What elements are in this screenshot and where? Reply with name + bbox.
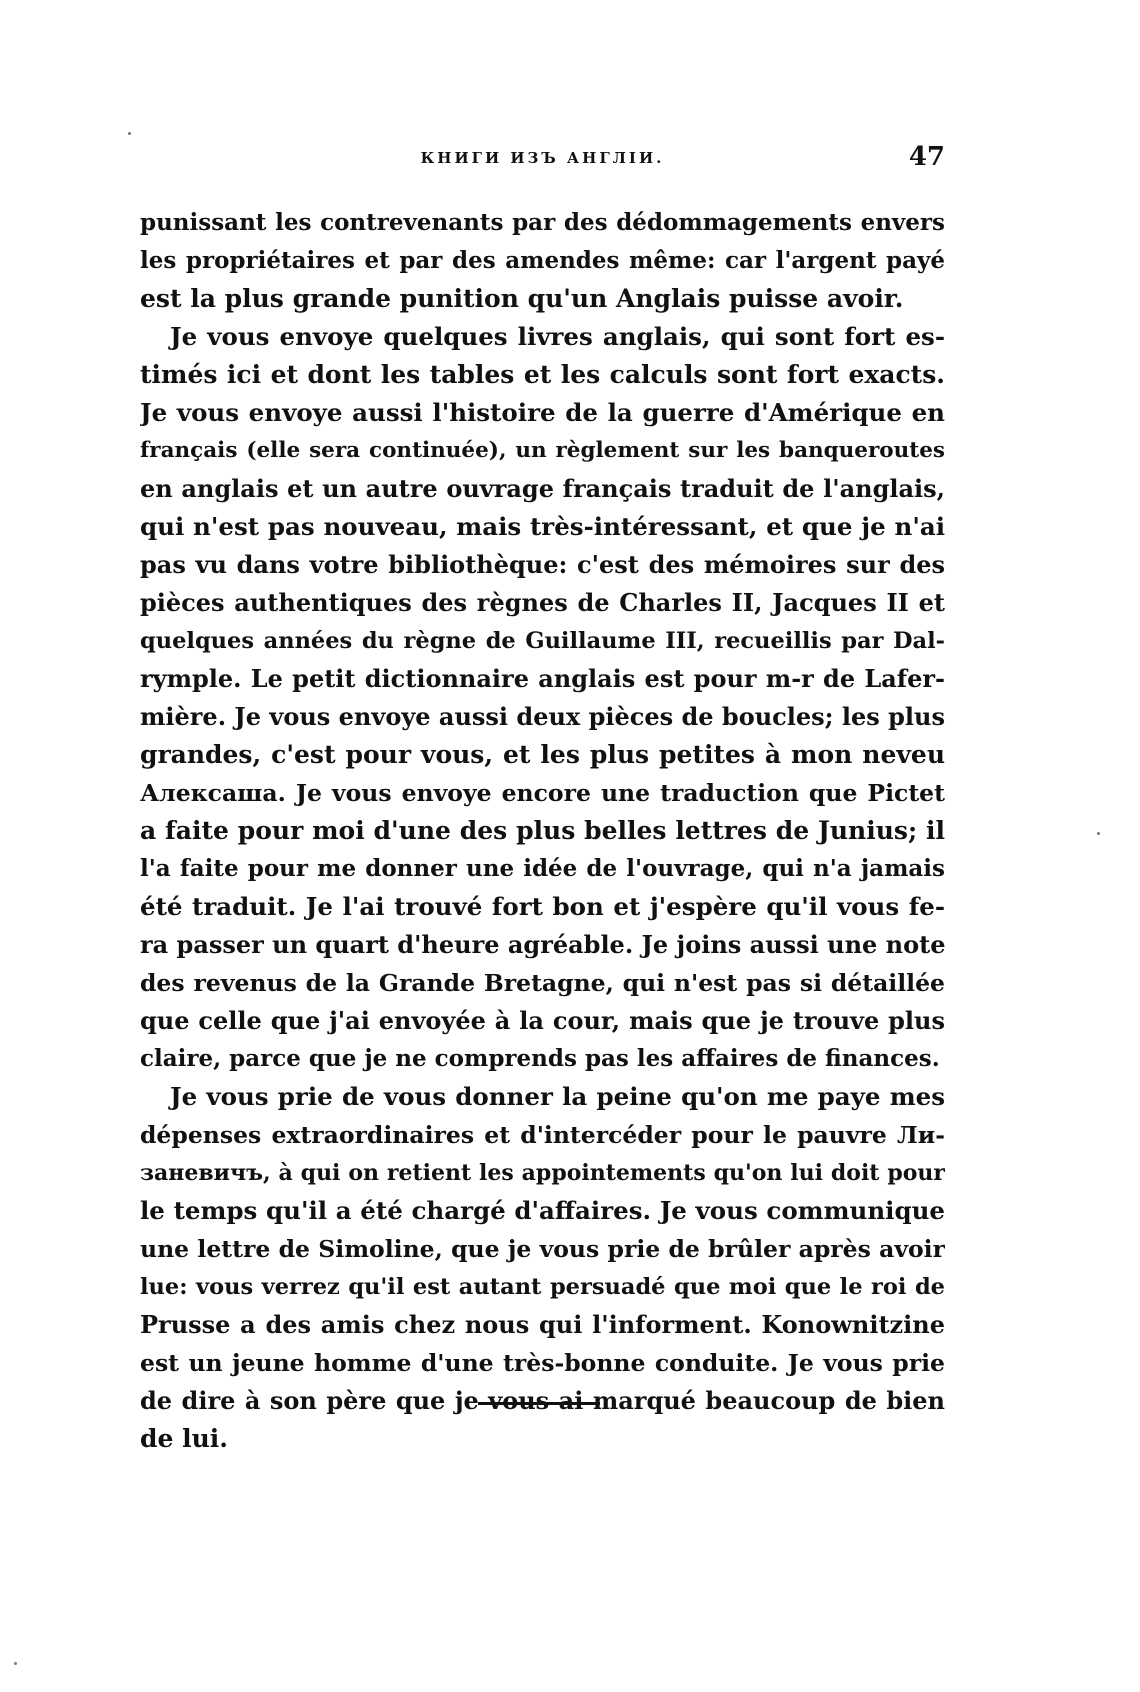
page-number: 47 xyxy=(908,142,945,172)
text-line: des revenus de la Grande Bretagne, qui n'est pas si détaillée xyxy=(140,969,945,997)
text-line: заневичъ, à qui on retient les appointements qu'on lui doit pour xyxy=(140,1160,945,1186)
text-line: ra passer un quart d'heure agréable. Je joins aussi une note xyxy=(140,930,945,959)
text-line: dépenses extraordinaires et d'intercéder pour le pauvre Ли- xyxy=(140,1121,945,1149)
text-line: en anglais et un autre ouvrage français traduit de l'anglais, xyxy=(140,474,945,503)
section-divider xyxy=(478,1402,600,1405)
text-line: pas vu dans votre bibliothèque: c'est des mémoires sur des xyxy=(140,550,945,579)
text-line: rymple. Le petit dictionnaire anglais est pour m-r de Lafer- xyxy=(140,664,945,693)
text-line: est un jeune homme d'une très-bonne conduite. Je vous prie xyxy=(140,1349,945,1377)
text-line: est la plus grande punition qu'un Anglais puisse avoir. xyxy=(140,284,904,313)
print-speck xyxy=(1097,832,1100,835)
text-line: le temps qu'il a été chargé d'affaires. Je vous communique xyxy=(140,1196,945,1225)
text-line: qui n'est pas nouveau, mais très-intéressant, et que je n'ai xyxy=(140,512,945,541)
text-line: timés ici et dont les tables et les calculs sont fort exacts. xyxy=(140,360,945,389)
text-line: les propriétaires et par des amendes même: car l'argent payé xyxy=(140,247,945,274)
print-speck xyxy=(14,1662,17,1665)
text-line: été traduit. Je l'ai trouvé fort bon et j'espère qu'il vous fe- xyxy=(140,892,945,921)
text-line: punissant les contrevenants par des dédommagements envers xyxy=(140,209,945,236)
text-line: quelques années du règne de Guillaume III, recueillis par Dal- xyxy=(140,628,945,654)
text-line: a faite pour moi d'une des plus belles lettres de Junius; il xyxy=(140,816,945,845)
print-speck xyxy=(128,132,131,135)
paragraph-first-line: Je vous prie de vous donner la peine qu'on me paye mes xyxy=(170,1082,945,1111)
text-line: Je vous envoye aussi l'histoire de la guerre d'Amérique en xyxy=(140,398,945,427)
text-line: pièces authentiques des règnes de Charles II, Jacques II et xyxy=(140,588,945,617)
text-line: mière. Je vous envoye aussi deux pièces de boucles; les plus xyxy=(140,702,945,731)
text-line: grandes, c'est pour vous, et les plus petites à mon neveu xyxy=(140,740,945,769)
text-line: de dire à son père que je vous ai marqué beaucoup de bien xyxy=(140,1386,945,1415)
running-head xyxy=(140,140,945,176)
body-text xyxy=(140,204,945,1458)
text-line: français (elle sera continuée), un règlement sur les banqueroutes xyxy=(140,438,945,463)
text-line: lue: vous verrez qu'il est autant persuadé que moi que le roi de xyxy=(140,1274,945,1300)
text-line: Prusse a des amis chez nous qui l'informent. Konownitzine xyxy=(140,1310,945,1339)
text-line: Алексаша. Je vous envoye encore une traduction que Pictet xyxy=(140,779,945,807)
running-title: КНИГИ ИЗЪ АНГЛIИ. xyxy=(420,149,665,167)
text-line: l'a faite pour me donner une idée de l'ouvrage, qui n'a jamais xyxy=(140,855,945,882)
text-line: claire, parce que je ne comprends pas les affaires de finances. xyxy=(140,1045,940,1072)
text-line: de lui. xyxy=(140,1424,228,1453)
paragraph-first-line: Je vous envoye quelques livres anglais, qui sont fort es- xyxy=(170,322,945,351)
text-line: une lettre de Simoline, que je vous prie de brûler après avoir xyxy=(140,1235,945,1263)
text-line: que celle que j'ai envoyée à la cour, mais que je trouve plus xyxy=(140,1006,945,1035)
